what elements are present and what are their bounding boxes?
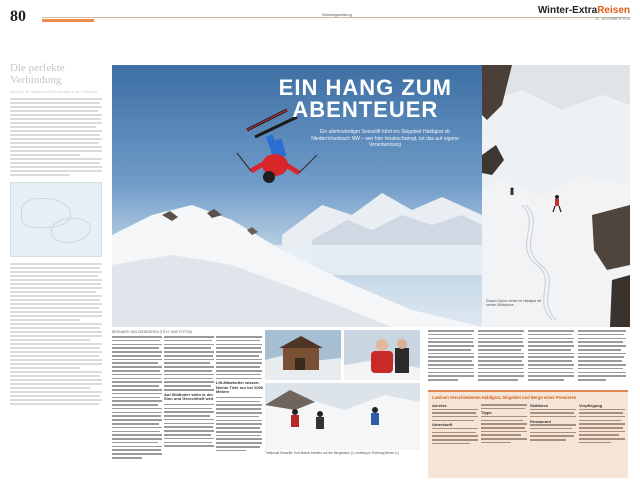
info-head-4: Skifahren <box>530 403 549 408</box>
issue-date: 22. NOVEMBER 2015 <box>595 17 630 21</box>
right-photo-caption: Einsam Spuren ziehen im Haldigrat mit seinem Wildschnee <box>486 299 542 307</box>
info-box-title: Lawinen Verschiedenem Haldigrat, Skigebiet und Berge eines Premieren <box>432 395 577 400</box>
info-head-1: Anreise <box>432 403 447 408</box>
article-column-1 <box>112 336 162 476</box>
hero-title-line2: ABENTEUER <box>292 97 439 122</box>
page-number: 80 <box>10 8 26 25</box>
section-title <box>538 5 630 16</box>
info-head-5: Restaurant <box>530 418 551 424</box>
masthead-label: Sonntagszeitung <box>322 12 352 17</box>
hero-title <box>279 77 452 121</box>
info-head-3: Tipps <box>481 410 492 416</box>
info-head-2: Unterkunft <box>432 422 453 428</box>
left-column-map <box>10 182 102 257</box>
mid-photo-caption: Treffpunkt Sesselift: Kurt Mathis inmitten auf der Bergstation (l.); Aufstieg in Richtung Brisen (r.) <box>265 451 400 455</box>
left-column-text <box>10 98 102 176</box>
left-column-text-lower <box>10 263 102 405</box>
article-subhead-1: Auf Wildhüter steht er der Sinn und Gerechtheit weit <box>164 391 214 402</box>
left-column-title: Die perfekte Verbindung <box>10 62 65 86</box>
info-col-1 <box>432 404 478 446</box>
right-photo-scene <box>482 65 630 327</box>
left-column-article <box>10 62 102 477</box>
article-column-6 <box>528 330 578 388</box>
article-subhead-2: Lift-Mitarbeiter wissen: Nichts Tiefe nur bei 2000 Metern <box>216 380 264 395</box>
hero-subtitle: Ein altehrwürdiger Sesselift führt ins Skigebiet Haldigrat ob Niederrickenbach NW – wer hier hinabschwingt, tut das auf eigene Verantwortung <box>311 129 459 148</box>
article-column-4 <box>428 330 478 388</box>
section-accent: Reisen <box>597 5 630 16</box>
info-head-6: Verpflegung <box>579 403 603 408</box>
info-col-4 <box>579 404 625 445</box>
left-column-subtitle: Airberg, St. Moritz und Ski Amadé in der Schweiz <box>10 89 98 94</box>
section-prefix: Winter-Extra <box>537 5 598 16</box>
article-column-5 <box>478 330 528 388</box>
mid-photo-grid <box>265 330 420 450</box>
hero-photo <box>112 65 482 327</box>
header-accent-bar <box>42 19 94 22</box>
hero-title-line1: EIN HANG ZUM <box>278 75 452 100</box>
article-byline: BERNARD VAN DIENDEREN (TEXT UND FOTOS) <box>112 330 193 334</box>
article-column-7 <box>578 330 628 388</box>
info-col-2 <box>481 404 527 445</box>
article-column-3 <box>216 336 266 476</box>
info-col-3 <box>530 404 576 443</box>
right-photo <box>482 65 630 327</box>
article-column-2 <box>164 336 214 476</box>
info-box <box>428 390 628 478</box>
mid-photo-scenes <box>265 330 420 450</box>
header-rule <box>42 17 630 18</box>
